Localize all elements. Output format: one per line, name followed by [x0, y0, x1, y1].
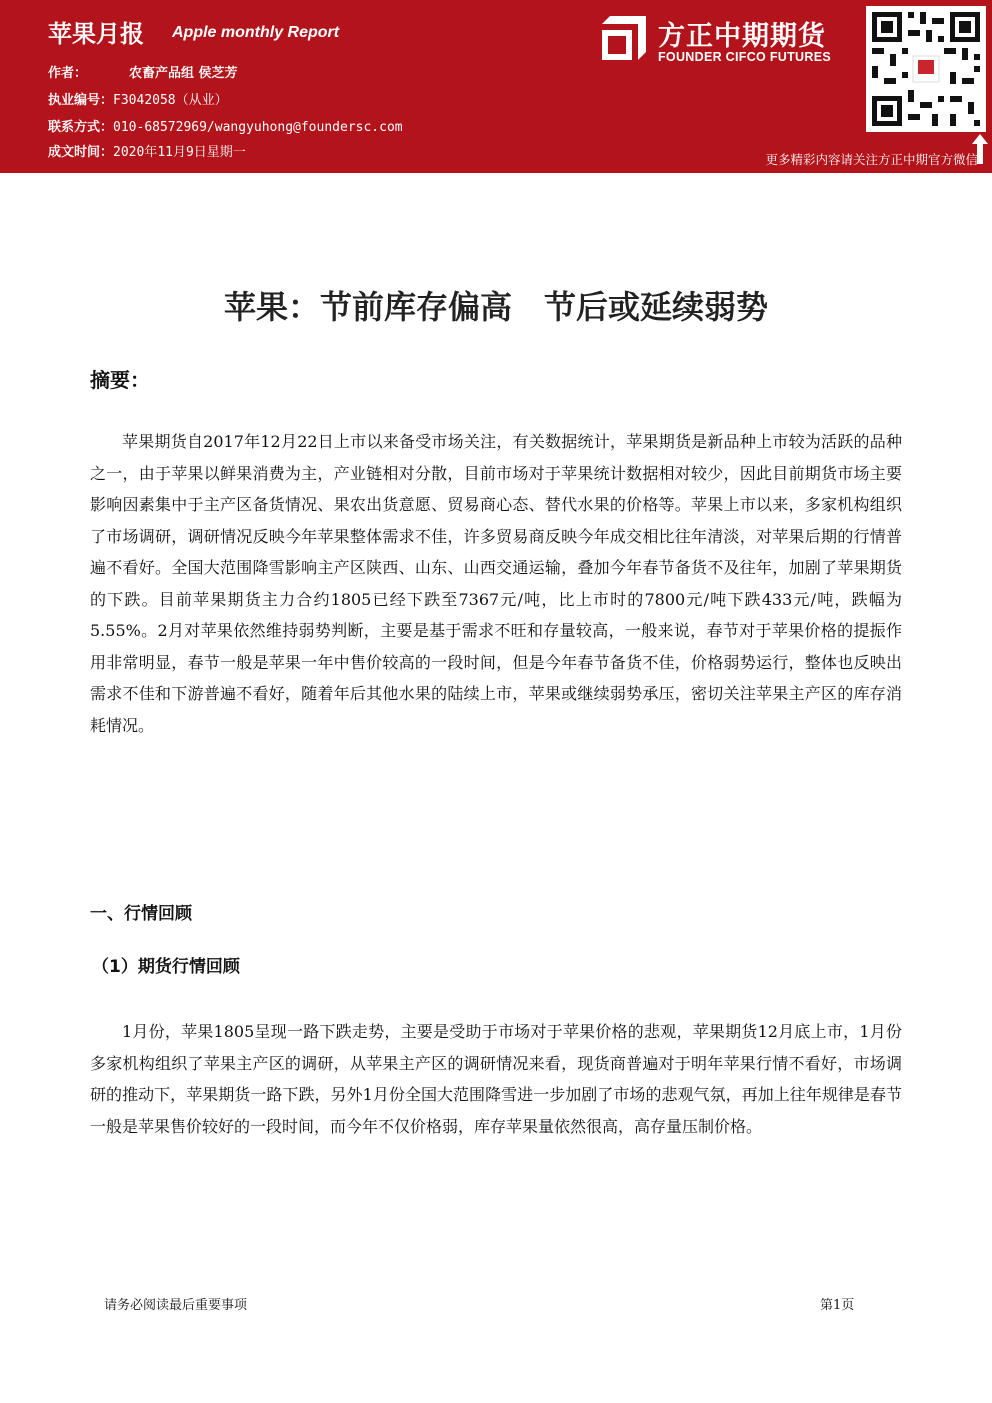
author-line: [48, 62, 238, 81]
author-value: 农畜产品组 侯芝芳: [129, 66, 238, 81]
report-title: 苹果：节前库存偏高 节后或延续弱势: [223, 288, 768, 326]
page-number: 第1页: [820, 1298, 855, 1313]
section-text: 1月份，苹果1805呈现一路下跌走势，主要是受助于市场对于苹果价格的悲观，苹果期货12月底上市，1月份多家机构组织了苹果主产区的调研，从苹果主产区的调研情况来看，现货商普遍对于明年苹果行情不看好，市场调研的推动下，苹果期货一路下跌，另外1月份全国大范围降雪进一步加剧了市场的悲观气氛，再加上往年规律是春节一般是苹果售价较好的一段时间，而今年不仅价格弱，库存苹果量依然很高，高存量压制价格。: [90, 1022, 902, 1136]
qr-code-icon: [866, 6, 986, 132]
author-label: 作者：: [48, 66, 88, 81]
license-line: [48, 89, 228, 108]
footer-notice: 请务必阅读最后重要事项: [104, 1298, 248, 1313]
logo-en-text: FOUNDER CIFCO FUTURES: [658, 50, 831, 64]
header-divider: [0, 170, 992, 173]
follow-wechat-text: 更多精彩内容请关注方正中期官方微信: [765, 152, 978, 167]
contact-line: [48, 116, 403, 135]
abstract-label: 摘要：: [90, 368, 150, 392]
header-banner: [0, 0, 992, 170]
abstract-text: 苹果期货自2017年12月22日上市以来备受市场关注，有关数据统计，苹果期货是新品种上市较为活跃的品种之一，由于苹果以鲜果消费为主，产业链相对分散，目前市场对于苹果统计数据相对较少，因此目前期货市场主要影响因素集中于主产区备货情况、果农出货意愿、贸易商心态、替代水果的价格等。苹果上市以来，多家机构组织了市场调研，调研情况反映今年苹果整体需求不佳，许多贸易商反映今年成交相比往年清淡，对苹果后期的行情普遍不看好。全国大范围降雪影响主产区陕西、山东、山西交通运输，叠加今年春节备货不及往年，加剧了苹果期货的下跌。目前苹果期货主力合约1805已经下跌至7367元/吨，比上市时的7800元/吨下跌433元/吨，跌幅为5.55%。2月对苹果依然维持弱势判断，主要是基于需求不旺和存量较高，一般来说，春节对于苹果价格的提振作用非常明显，春节一般是苹果一年中售价较高的一段时间，但是今年春节备货不佳，价格弱势运行，整体也反映出需求不佳和下游普遍不看好，随着年后其他水果的陆续上市，苹果或继续弱势承压，密切关注苹果主产区的库存消耗情况。: [90, 432, 902, 735]
date-value: 2020年11月9日星期一: [113, 145, 246, 160]
license-value: F3042058（从业）: [113, 93, 228, 108]
contact-value: 010-68572969/wangyuhong@foundersc.com: [113, 120, 403, 135]
contact-label: 联系方式：: [48, 120, 114, 135]
subsection-heading: （1）期货行情回顾: [92, 957, 240, 977]
date-line: [48, 141, 246, 160]
date-label: 成文时间：: [48, 145, 114, 160]
logo-cn-text: 方正中期期货: [658, 21, 826, 52]
report-name-en: Apple monthly Report: [172, 24, 340, 41]
license-label: 执业编号：: [48, 93, 114, 108]
report-name: 苹果月报: [48, 20, 144, 48]
section-heading: 一、行情回顾: [90, 904, 192, 924]
company-logo: [600, 14, 850, 66]
logo-mark-icon: [602, 16, 646, 60]
